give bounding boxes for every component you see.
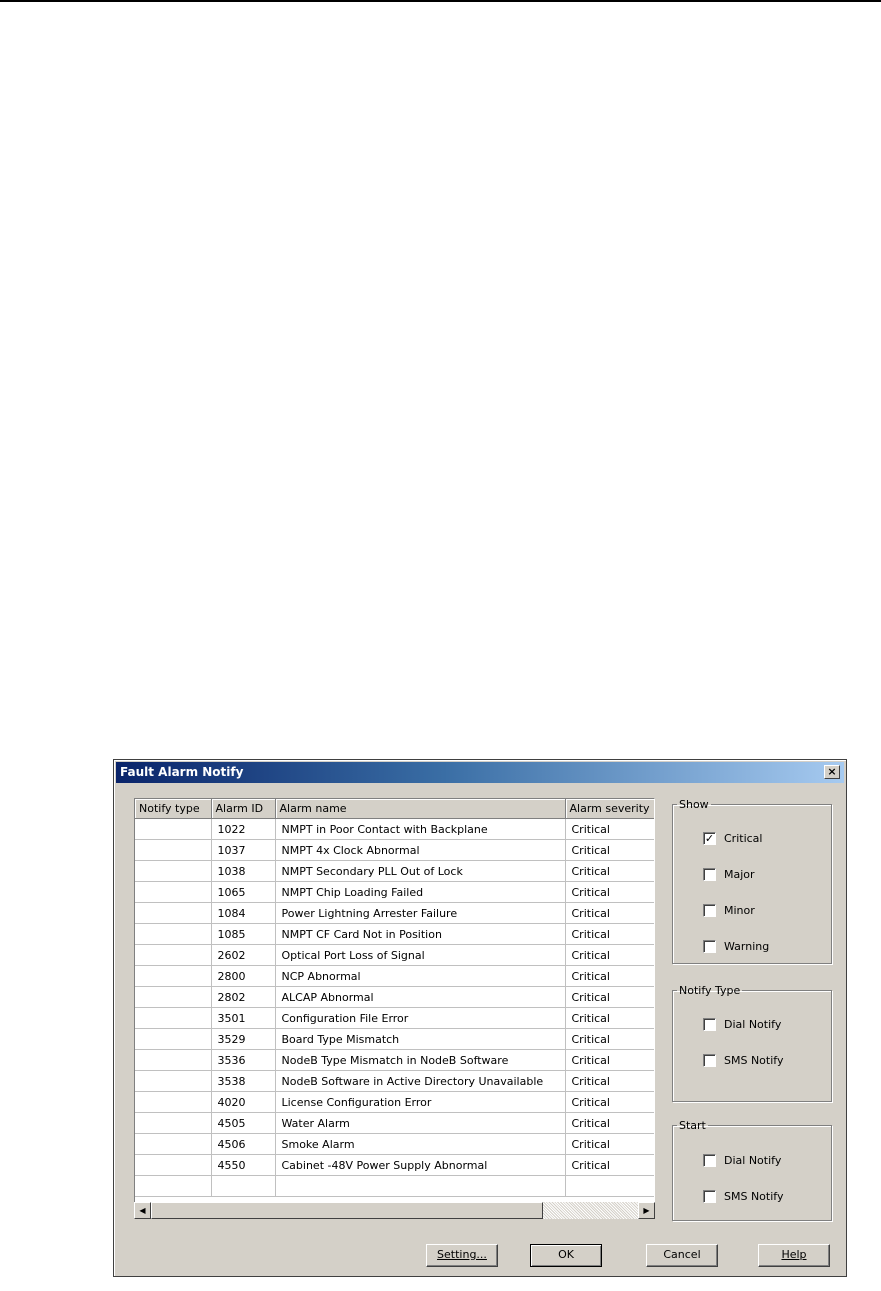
alarm-name-cell	[275, 1176, 565, 1197]
checkbox-icon[interactable]	[703, 1054, 716, 1067]
setting-button[interactable]	[426, 1244, 498, 1267]
alarm-name-cell: Cabinet -48V Power Supply Abnormal	[275, 1155, 565, 1176]
scroll-left-icon[interactable]: ◀	[134, 1202, 151, 1219]
alarm-severity-cell: Critical	[565, 1113, 655, 1134]
notify-type-cell	[135, 840, 211, 861]
alarm-name-cell: Water Alarm	[275, 1113, 565, 1134]
notify-type-cell	[135, 1113, 211, 1134]
alarm-name-cell: NMPT Secondary PLL Out of Lock	[275, 861, 565, 882]
alarm-name-cell: Configuration File Error	[275, 1008, 565, 1029]
table-row[interactable]	[135, 1029, 655, 1050]
alarm-severity-cell: Critical	[565, 1050, 655, 1071]
ok-button[interactable]	[530, 1244, 602, 1267]
alarm-id-cell: 4550	[211, 1155, 275, 1176]
notify-type-cell	[135, 987, 211, 1008]
alarm-name-cell: NMPT Chip Loading Failed	[275, 882, 565, 903]
page-top-rule	[0, 0, 881, 2]
alarm-severity-cell: Critical	[565, 903, 655, 924]
column-header-alarm-id[interactable]: Alarm ID	[211, 799, 275, 819]
start-option[interactable]	[703, 1152, 781, 1168]
table-row[interactable]	[135, 882, 655, 903]
table-row[interactable]	[135, 987, 655, 1008]
scrollbar-thumb[interactable]	[151, 1202, 543, 1219]
alarm-name-cell: NMPT 4x Clock Abnormal	[275, 840, 565, 861]
alarm-name-cell: Optical Port Loss of Signal	[275, 945, 565, 966]
notify-type-cell	[135, 1176, 211, 1197]
notify-type-cell	[135, 903, 211, 924]
notify-type-legend: Notify Type	[679, 984, 741, 997]
alarm-severity-cell: Critical	[565, 1029, 655, 1050]
alarm-id-cell: 1084	[211, 903, 275, 924]
cancel-label: Cancel	[663, 1248, 701, 1261]
show-option[interactable]	[703, 938, 769, 954]
table-row[interactable]	[135, 1050, 655, 1071]
alarm-severity-cell: Critical	[565, 1071, 655, 1092]
alarm-id-cell: 4505	[211, 1113, 275, 1134]
alarm-table	[134, 798, 655, 1203]
table-row[interactable]	[135, 924, 655, 945]
start-option[interactable]	[703, 1188, 783, 1204]
alarm-id-cell: 3536	[211, 1050, 275, 1071]
fault-alarm-notify-dialog	[113, 759, 847, 1277]
notify-type-cell	[135, 861, 211, 882]
help-label: Help	[781, 1248, 807, 1261]
alarm-id-cell: 2602	[211, 945, 275, 966]
table-row[interactable]	[135, 1071, 655, 1092]
title-bar[interactable]	[116, 762, 844, 783]
alarm-name-cell: NMPT in Poor Contact with Backplane	[275, 819, 565, 840]
notify-type-option-label: Dial Notify	[724, 1017, 782, 1031]
window-title: Fault Alarm Notify	[120, 765, 244, 779]
start-legend: Start	[679, 1119, 706, 1132]
alarm-id-cell: 1038	[211, 861, 275, 882]
table-row[interactable]	[135, 1155, 655, 1176]
notify-type-option[interactable]	[703, 1016, 781, 1032]
notify-type-cell	[135, 1134, 211, 1155]
checkbox-icon[interactable]	[703, 1018, 716, 1031]
setting-label: Setting...	[437, 1248, 487, 1261]
alarm-severity-cell: Critical	[565, 966, 655, 987]
alarm-id-cell: 2802	[211, 987, 275, 1008]
start-option-label: SMS Notify	[724, 1189, 784, 1203]
ok-label: OK	[558, 1248, 574, 1261]
column-header-notify-type[interactable]: Notify type	[135, 799, 211, 819]
show-option[interactable]	[703, 866, 755, 882]
table-row[interactable]	[135, 1134, 655, 1155]
checkbox-icon[interactable]: ✓	[704, 831, 715, 845]
help-button[interactable]	[758, 1244, 830, 1267]
notify-type-cell	[135, 819, 211, 840]
show-legend: Show	[679, 798, 709, 811]
notify-type-cell	[135, 882, 211, 903]
checkbox-icon[interactable]	[703, 1154, 716, 1167]
show-option[interactable]	[703, 902, 755, 918]
show-option-label: Critical	[724, 831, 763, 845]
notify-type-cell	[135, 945, 211, 966]
alarm-id-cell: 4506	[211, 1134, 275, 1155]
notify-type-cell	[135, 1050, 211, 1071]
alarm-severity-cell	[565, 1176, 655, 1197]
notify-type-cell	[135, 1155, 211, 1176]
alarm-severity-cell: Critical	[565, 882, 655, 903]
alarm-severity-cell: Critical	[565, 1092, 655, 1113]
notify-type-cell	[135, 1008, 211, 1029]
alarm-id-cell: 2800	[211, 966, 275, 987]
alarm-id-cell: 4020	[211, 1092, 275, 1113]
alarm-severity-cell: Critical	[565, 1155, 655, 1176]
notify-type-cell	[135, 1092, 211, 1113]
checkbox-icon[interactable]	[703, 904, 716, 917]
show-option[interactable]	[703, 830, 762, 846]
alarm-id-cell: 3529	[211, 1029, 275, 1050]
start-group	[672, 1119, 832, 1221]
alarm-severity-cell: Critical	[565, 1134, 655, 1155]
table-row[interactable]	[135, 840, 655, 861]
show-option-label: Minor	[724, 903, 755, 917]
alarm-id-cell: 1065	[211, 882, 275, 903]
notify-type-option-label: SMS Notify	[724, 1053, 784, 1067]
alarm-severity-cell: Critical	[565, 1008, 655, 1029]
table-row[interactable]	[135, 1008, 655, 1029]
alarm-severity-cell: Critical	[565, 861, 655, 882]
show-option-label: Major	[724, 867, 755, 881]
alarm-id-cell: 1037	[211, 840, 275, 861]
alarm-id-cell: 3501	[211, 1008, 275, 1029]
checkbox-icon[interactable]	[703, 1190, 716, 1203]
start-option-label: Dial Notify	[724, 1153, 782, 1167]
notify-type-cell	[135, 924, 211, 945]
alarm-name-cell: NodeB Software in Active Directory Unavailable	[275, 1071, 565, 1092]
alarm-name-cell: ALCAP Abnormal	[275, 987, 565, 1008]
column-header-alarm-severity[interactable]: Alarm severity	[565, 799, 655, 819]
alarm-id-cell: 1085	[211, 924, 275, 945]
table-row[interactable]	[135, 966, 655, 987]
alarm-severity-cell: Critical	[565, 945, 655, 966]
notify-type-cell	[135, 1029, 211, 1050]
column-header-alarm-name[interactable]: Alarm name	[275, 799, 565, 819]
alarm-severity-cell: Critical	[565, 819, 655, 840]
table-row[interactable]	[135, 819, 655, 840]
alarm-id-cell: 3538	[211, 1071, 275, 1092]
table-row[interactable]	[135, 1113, 655, 1134]
table-row[interactable]	[135, 903, 655, 924]
close-icon[interactable]: ×	[824, 765, 840, 779]
alarm-severity-cell: Critical	[565, 840, 655, 861]
checkbox-icon[interactable]	[703, 868, 716, 881]
checkbox-icon[interactable]	[703, 940, 716, 953]
notify-type-option[interactable]	[703, 1052, 783, 1068]
alarm-name-cell: Board Type Mismatch	[275, 1029, 565, 1050]
alarm-name-cell: NMPT CF Card Not in Position	[275, 924, 565, 945]
notify-type-cell	[135, 966, 211, 987]
alarm-id-cell: 1022	[211, 819, 275, 840]
table-row[interactable]	[135, 945, 655, 966]
table-row[interactable]	[135, 1176, 655, 1197]
alarm-name-cell: Smoke Alarm	[275, 1134, 565, 1155]
notify-type-cell	[135, 1071, 211, 1092]
cancel-button[interactable]	[646, 1244, 718, 1267]
alarm-severity-cell: Critical	[565, 924, 655, 945]
horizontal-scrollbar[interactable]	[134, 1202, 655, 1219]
alarm-name-cell: License Configuration Error	[275, 1092, 565, 1113]
table-row[interactable]	[135, 1092, 655, 1113]
alarm-name-cell: NCP Abnormal	[275, 966, 565, 987]
alarm-name-cell: NodeB Type Mismatch in NodeB Software	[275, 1050, 565, 1071]
show-option-label: Warning	[724, 939, 770, 953]
alarm-id-cell	[211, 1176, 275, 1197]
notify-type-group	[672, 984, 832, 1102]
table-row[interactable]	[135, 861, 655, 882]
alarm-severity-cell: Critical	[565, 987, 655, 1008]
alarm-name-cell: Power Lightning Arrester Failure	[275, 903, 565, 924]
scroll-right-icon[interactable]: ▶	[638, 1202, 655, 1219]
